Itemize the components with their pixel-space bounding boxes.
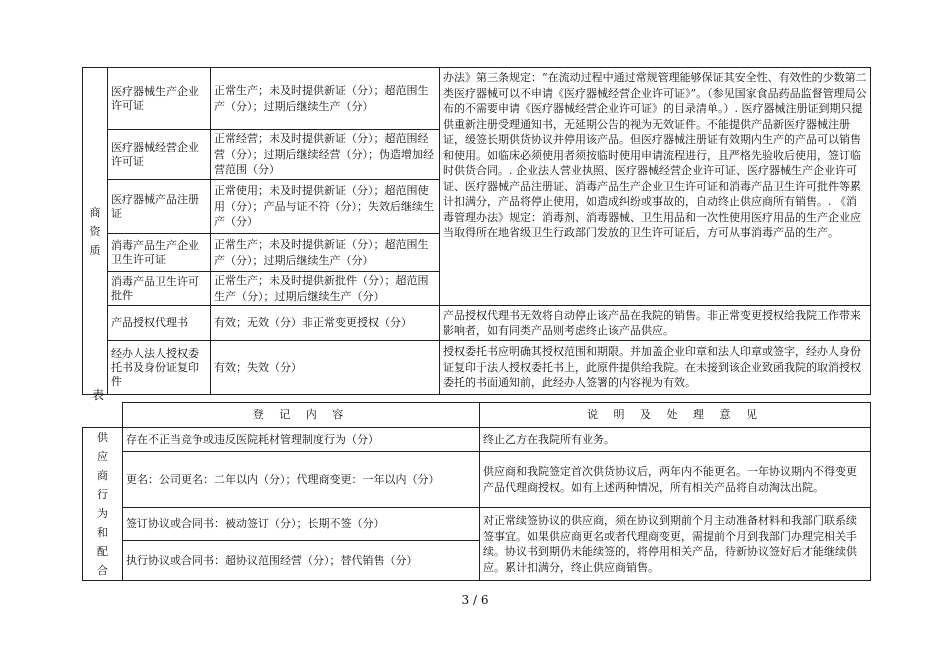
content-text: 签订协议或合同书：被动签订（分）；长期不签（分）	[123, 508, 480, 541]
qualification-category: 商资质	[83, 68, 108, 395]
notes-cell: 办法》第三条规定：“在流动过程中通过常规管理能够保证其安全性、有效性的少数第二类医疗器械可以不申请《医疗器械经营企业许可证》”。（参见国家食品药品监督管理局公布的不需要申请《医疗器械经营企业许可证》的目录清单。）. 医疗器械注册证到期只提供重新注册受理通知书，无延期公告的视为无效证件。不能提供产品新医疗器械注册证，缓签长期供货协议并停用该产品。但医疗器械注册证有效期内生产的产品可以销售和使用。如临床必须使用者须按临时使用申请流程进行，且严格先验收后使用，签订临时供货合同。. 企业法人营业执照、医疗器械经营企业许可证、医疗器械生产企业许可证、医疗器械产品注册证、消毒产品生产企业卫生许可证和消毒产品卫生许可批件等累计扣满分，产品将停止使用，如造成纠纷或事故的，自动终止供应商所有销售。. 《消毒管理办法》规定：消毒剂、消毒器械、卫生用品和一次性使用医疗用品的生产企业应当取得所在地省级卫生行政部门发放的卫生许可证后，方可从事消毒产品的生产。	[440, 68, 871, 306]
item-label: 医疗器械产品注册证	[108, 180, 211, 234]
page-number: 3 / 6	[461, 593, 489, 607]
content-text: 存在不正当竞争或违反医院耗材管理制度行为（分）	[123, 428, 480, 452]
note-contract: 对正常续签协议的供应商，须在协议到期前个月主动准备材料和我部门联系续签事宜。如果供应商更名或者代理商变更，需提前个月到我部门办理完相关手续。协议书到期仍未能续签的，将停用相关产品，待新协议签好后才能继续供应。累计扣满分，终止供应商销售。	[480, 508, 871, 581]
rule-text: 正常经营；未及时提供新证（分）；超范围经营（分）；过期后继续经营（分）；伪造增加经营范围（分）	[211, 130, 440, 180]
content-text: 更名：公司更名：二年以内（分）；代理商变更：一年以内（分）	[123, 452, 480, 508]
supplier-behavior-table	[82, 402, 871, 581]
header-spacer	[83, 403, 123, 428]
item-label: 消毒产品生产企业卫生许可证	[108, 234, 211, 272]
qualification-table	[82, 67, 871, 395]
item-label: 消毒产品卫生许可批件	[108, 272, 211, 306]
item-label: 经办人法人授权委托书及身份证复印件	[108, 341, 211, 395]
rule-text: 有效；无效（分）非正常变更授权（分）	[211, 306, 440, 341]
table-mark: 表	[92, 388, 105, 402]
rule-text: 正常生产；未及时提供新证（分）；超范围生产（分）；过期后继续生产（分）	[211, 234, 440, 272]
note-competition: 终止乙方在我院所有业务。	[480, 428, 871, 452]
content-text: 执行协议或合同书：超协议范围经营（分）；替代销售（分）	[123, 541, 480, 581]
header-content: 登 记 内 容	[123, 403, 480, 428]
rule-text: 正常生产；未及时提供新证（分）；超范围生产（分）；过期后继续生产（分）	[211, 68, 440, 130]
rule-text: 正常生产；未及时提供新批件（分）；超范围生产（分）；过期后继续生产（分）	[211, 272, 440, 306]
header-notes: 说 明 及 处 理 意 见	[480, 403, 871, 428]
note-agency: 产品授权代理书无效将自动停止该产品在我院的销售。非正常变更授权给我院工作带来影响者，如有同类产品则考虑终止该产品供应。	[440, 306, 871, 341]
item-label: 医疗器械经营企业许可证	[108, 130, 211, 180]
rule-text: 有效；失效（分）	[211, 341, 440, 395]
note-attorney: 授权委托书应明确其授权范围和期限。并加盖企业印章和法人印章或签字，经办人身份证复印于法人授权委托书上，此原件提供给我院。在未接到该企业致函我院的取消授权委托的书面通知前，此经办人签署的内容视为有效。	[440, 341, 871, 395]
note-rename: 供应商和我院签定首次供货协议后，两年内不能更名。一年协议期内不得变更产品代理商授权。如有上述两种情况，所有相关产品将自动淘汰出院。	[480, 452, 871, 508]
rule-text: 正常使用；未及时提供新证（分）；超范围使用（分）；产品与证不符（分）；失效后继续生产（分）	[211, 180, 440, 234]
behavior-category: 供应商行为和配合	[83, 428, 123, 581]
item-label: 医疗器械生产企业许可证	[108, 68, 211, 130]
item-label: 产品授权代理书	[108, 306, 211, 341]
